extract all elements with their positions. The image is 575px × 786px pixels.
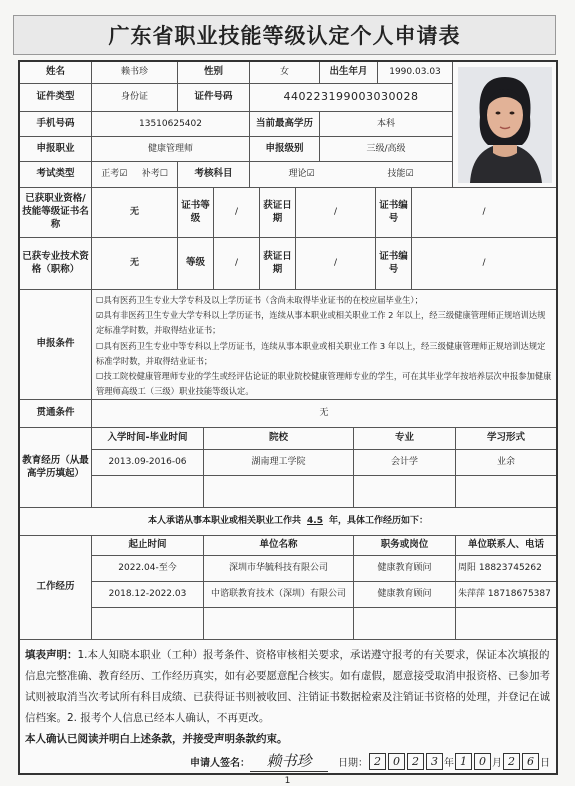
- position-2: 健康教育顾问: [354, 582, 456, 608]
- year-digit-1[interactable]: 2: [369, 753, 386, 770]
- work-empty-3: [354, 608, 456, 640]
- existing-cert-value: 无: [92, 188, 178, 238]
- signature-name[interactable]: 赖书珍: [250, 750, 328, 772]
- condition-4[interactable]: ☐技工院校健康管理师专业的学生或经评估论证的职业院校健康管理师专业的学生，可在其毕业学年按培养层次申报参加健康管理师高级工（三级）职业技能等级认定。: [96, 371, 552, 397]
- employer-2: 中谘联教育技术（深圳）有限公司: [204, 582, 354, 608]
- conditions-label: 申报条件: [20, 290, 92, 400]
- commitment-prefix: 本人承诺从事本职业或相关职业工作共: [148, 516, 302, 527]
- work-period-2: 2018.12-2022.03: [92, 582, 204, 608]
- occupation-value: 健康管理师: [92, 137, 250, 162]
- photo-cell: [453, 62, 556, 188]
- work-commitment: [20, 508, 556, 536]
- id-number-value: 440223199003030028: [250, 84, 453, 112]
- tech-cert-label: 已获专业技术资格（职称）: [20, 238, 92, 290]
- edu-period-header: 入学时间-毕业时间: [92, 428, 204, 450]
- tech-date-value: /: [296, 238, 376, 290]
- work-empty-4: [456, 608, 556, 640]
- signature-row: [190, 750, 550, 772]
- tech-no-label: 证书编号: [376, 238, 412, 290]
- declaration-heading: 填表声明：: [25, 649, 78, 661]
- year-digit-3[interactable]: 2: [407, 753, 424, 770]
- cert-level-value: /: [214, 188, 260, 238]
- application-form: [18, 60, 558, 775]
- employer-1: 深圳市华毓科技有限公司: [204, 556, 354, 582]
- occupation-label: 申报职业: [20, 137, 92, 162]
- tech-cert-value: 无: [92, 238, 178, 290]
- month-unit: 月: [492, 757, 502, 769]
- level-label: 申报级别: [250, 137, 320, 162]
- dob-value: 1990.03.03: [378, 62, 453, 84]
- through-cond-label: 贯通条件: [20, 400, 92, 428]
- study-mode-value: 业余: [456, 450, 556, 476]
- skill-checkbox[interactable]: 技能☑: [387, 169, 414, 180]
- study-mode-header: 学习形式: [456, 428, 556, 450]
- edu-empty-2: [204, 476, 354, 508]
- edu-empty-4: [456, 476, 556, 508]
- employer-header: 单位名称: [204, 536, 354, 556]
- name-value: 赖书珍: [92, 62, 178, 84]
- education-value: 本科: [320, 112, 453, 137]
- id-type-label: 证件类型: [20, 84, 92, 112]
- work-empty-2: [204, 608, 354, 640]
- phone-label: 手机号码: [20, 112, 92, 137]
- year-digit-2[interactable]: 0: [388, 753, 405, 770]
- date-label: 日期：: [338, 757, 368, 769]
- day-digit-2[interactable]: 6: [522, 753, 539, 770]
- through-cond-value: 无: [92, 400, 556, 428]
- theory-checkbox[interactable]: 理论☑: [288, 169, 315, 180]
- level-value: 三级/高级: [320, 137, 453, 162]
- conditions-cell: [92, 290, 556, 400]
- dob-label: 出生年月: [320, 62, 378, 84]
- contact-header: 单位联系人、电话: [456, 536, 556, 556]
- gender-value: 女: [250, 62, 320, 84]
- day-unit: 日: [540, 757, 550, 769]
- phone-value: 13510625402: [92, 112, 250, 137]
- tech-no-value: /: [412, 238, 556, 290]
- id-number-label: 证件号码: [178, 84, 250, 112]
- month-digit-1[interactable]: 1: [455, 753, 472, 770]
- commitment-years: 4.5: [307, 516, 323, 527]
- condition-2[interactable]: ☑具有非医药卫生专业大学专科以上学历证书，连续从事本职业或相关职业工作 2 年以上，经三级健康管理师正规培训达规定标准学时数，并取得结业证书；: [96, 310, 546, 336]
- school-value: 湖南理工学院: [204, 450, 354, 476]
- day-digit-1[interactable]: 2: [503, 753, 520, 770]
- signature-label: 申请人签名：: [190, 757, 250, 769]
- year-digit-4[interactable]: 3: [426, 753, 443, 770]
- cert-no-value: /: [412, 188, 556, 238]
- cert-level-label: 证书等级: [178, 188, 214, 238]
- edu-period-value: 2013.09-2016-06: [92, 450, 204, 476]
- work-empty-1: [92, 608, 204, 640]
- contact-2: 朱萍萍 18718675387: [456, 582, 556, 608]
- school-header: 院校: [204, 428, 354, 450]
- page-number: 1: [284, 776, 291, 786]
- commitment-suffix: 年，具体工作经历如下：: [328, 516, 428, 527]
- edu-history-label: 教育经历（从最高学历填起）: [20, 428, 92, 508]
- id-type-value: 身份证: [92, 84, 178, 112]
- condition-3[interactable]: ☐具有医药卫生专业中等专科以上学历证书，连续从事本职业或相关职业工作 3 年以上，经三级健康管理师正规培训达规定标准学时数，并取得结业证书；: [96, 340, 546, 366]
- month-digit-2[interactable]: 0: [474, 753, 491, 770]
- position-1: 健康教育顾问: [354, 556, 456, 582]
- education-label: 当前最高学历: [250, 112, 320, 137]
- applicant-photo: [458, 67, 552, 183]
- edu-empty-3: [354, 476, 456, 508]
- contact-1: 周阳 18823745262: [456, 556, 556, 582]
- exam-type-options: [92, 162, 178, 188]
- form-title: 广东省职业技能等级认定个人申请表: [13, 15, 556, 55]
- declaration-body: 1.本人知晓本职业（工种）报考条件、资格审核相关要求，承诺遵守报考的有关要求，保证本次填报的信息完整准确、教育经历、工作经历真实，如有必要愿意配合核实。如有虚假，愿意接受取消申报资格、已参加考试则被取消当次考试所有科目成绩、已获得证书则被收回、注销证书数据检索及注销证书资格的处理，并登记在诚信档案。2. 报考个人信息已经本人确认，不再更改。: [25, 649, 550, 724]
- year-unit: 年: [444, 757, 454, 769]
- exam-type-label: 考试类型: [20, 162, 92, 188]
- tech-level-value: /: [214, 238, 260, 290]
- exam-subjects-label: 考核科目: [178, 162, 250, 188]
- edu-empty-1: [92, 476, 204, 508]
- tech-level-label: 等级: [178, 238, 214, 290]
- exam-subjects-options: [250, 162, 453, 188]
- declaration-confirm: 本人确认已阅读并明白上述条款，并接受声明条款约束。: [25, 733, 288, 745]
- declaration: [25, 645, 553, 729]
- obtain-date-label: 获证日期: [260, 188, 296, 238]
- name-label: 姓名: [20, 62, 92, 84]
- work-history-label: 工作经历: [20, 536, 92, 640]
- position-header: 职务或岗位: [354, 536, 456, 556]
- gender-label: 性别: [178, 62, 250, 84]
- cert-no-label: 证书编号: [376, 188, 412, 238]
- work-start-header: 起止时间: [92, 536, 204, 556]
- major-value: 会计学: [354, 450, 456, 476]
- tech-date-label: 获证日期: [260, 238, 296, 290]
- exam-normal-checkbox[interactable]: 正考☑: [101, 169, 128, 180]
- major-header: 专业: [354, 428, 456, 450]
- condition-1[interactable]: ☐具有医药卫生专业大学专科及以上学历证书（含尚未取得毕业证书的在校应届毕业生）；: [96, 295, 423, 305]
- exam-makeup-checkbox[interactable]: 补考☐: [141, 169, 168, 180]
- existing-cert-label: 已获职业资格/技能等级证书名称: [20, 188, 92, 238]
- obtain-date-value: /: [296, 188, 376, 238]
- work-period-1: 2022.04-至今: [92, 556, 204, 582]
